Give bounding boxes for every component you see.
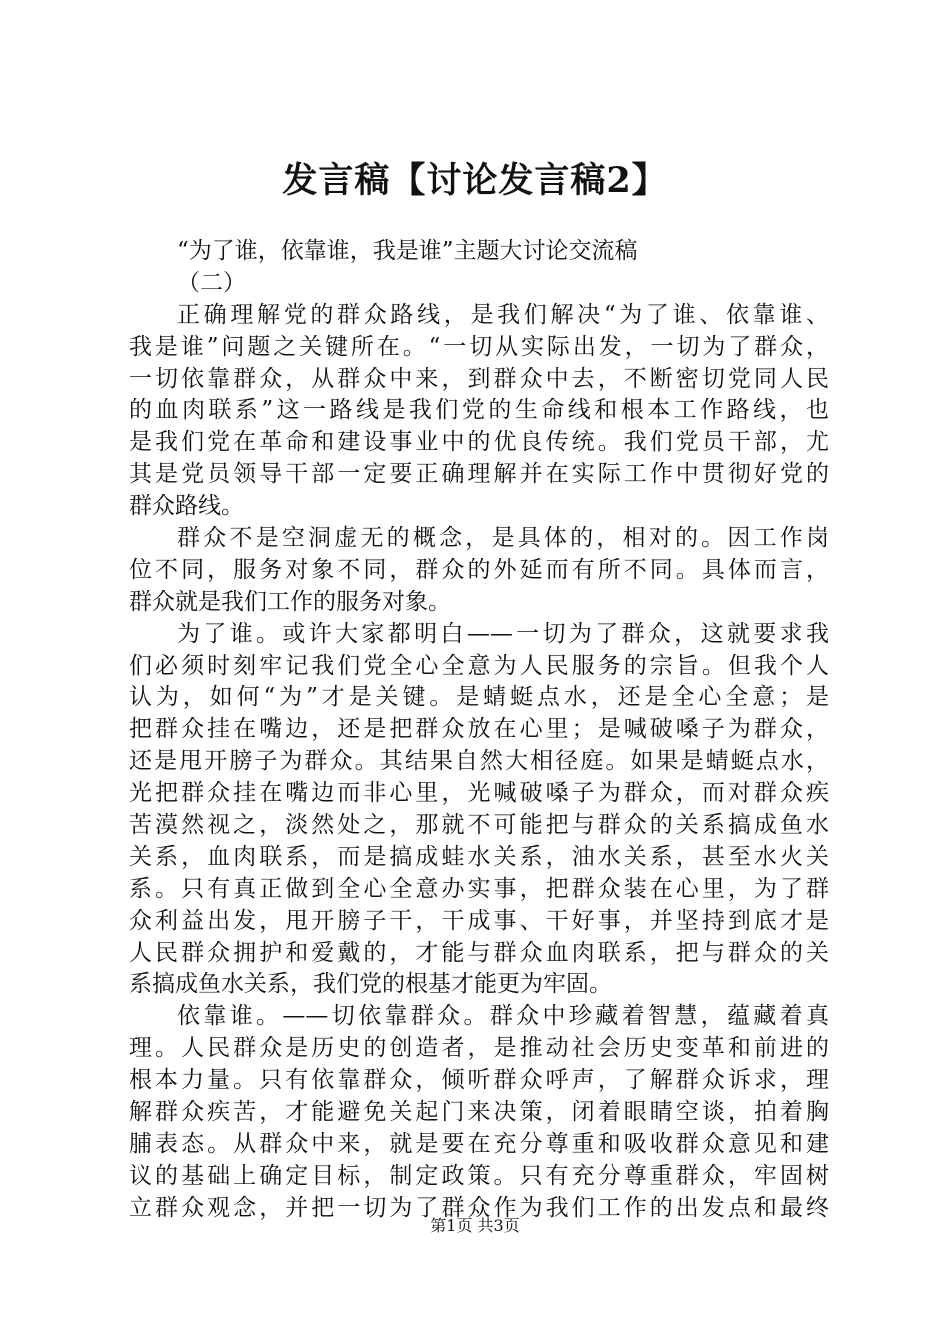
- body-line: 是我们党在革命和建设事业中的优良传统。我们党员干部，尤: [129, 429, 829, 456]
- body-line: 根本力量。只有依靠群众，倾听群众呼声，了解群众诉求，理: [129, 1067, 829, 1094]
- body-line: 群众就是我们工作的服务对象。: [129, 588, 451, 615]
- body-line: 理。人民群众是历史的创造者，是推动社会历史变革和前进的: [129, 1035, 829, 1062]
- body-line: 为了谁。或许大家都明白——一切为了群众，这就要求我: [177, 620, 829, 647]
- body-line: 系搞成鱼水关系，我们党的根基才能更为牢固。: [129, 971, 612, 998]
- body-line: 众利益出发，甩开膀子干，干成事、干好事，并坚持到底才是: [129, 907, 829, 934]
- page-footer: 第1页 共3页: [430, 1216, 520, 1235]
- body-line: 群众不是空洞虚无的概念，是具体的，相对的。因工作岗: [177, 525, 829, 552]
- body-line: 关系，血肉联系，而是搞成蛙水关系，油水关系，甚至水火关: [129, 843, 829, 870]
- subtitle-line: “为了谁，依靠谁，我是谁”主题大讨论交流稿: [177, 238, 638, 264]
- body-line: 群众路线。: [129, 493, 244, 520]
- body-line: 其是党员领导干部一定要正确理解并在实际工作中贯彻好党的: [129, 461, 829, 488]
- body-line: 脯表态。从群众中来，就是要在充分尊重和吸收群众意见和建: [129, 1130, 829, 1157]
- body-line: 我是谁”问题之关键所在。“一切从实际出发，一切为了群众，: [129, 333, 829, 360]
- body-line: 苦漠然视之，淡然处之，那就不可能把与群众的关系搞成鱼水: [129, 812, 829, 839]
- body-line: 光把群众挂在嘴边而非心里，光喊破嗓子为群众，而对群众疾: [129, 780, 829, 807]
- body-line: 正确理解党的群众路线，是我们解决“为了谁、依靠谁、: [177, 301, 829, 328]
- document-title: 发言稿【讨论发言稿2】: [282, 160, 668, 201]
- body-line: 依靠谁。——切依靠群众。群众中珍藏着智慧，蕴藏着真: [177, 1003, 829, 1030]
- body-line: 把群众挂在嘴边，还是把群众放在心里；是喊破嗓子为群众，: [129, 716, 829, 743]
- body-line: 立群众观念，并把一切为了群众作为我们工作的出发点和最终: [129, 1194, 829, 1221]
- body-line: 们必须时刻牢记我们党全心全意为人民服务的宗旨。但我个人: [129, 652, 829, 679]
- body-line: 解群众疾苦，才能避免关起门来决策，闭着眼睛空谈，拍着胸: [129, 1099, 829, 1126]
- body-line: 系。只有真正做到全心全意办实事，把群众装在心里，为了群: [129, 875, 829, 902]
- body-line: 人民群众拥护和爱戴的，才能与群众血肉联系，把与群众的关: [129, 939, 829, 966]
- body-line: 位不同，服务对象不同，群众的外延而有所不同。具体而言，: [129, 556, 829, 583]
- body-line: 议的基础上确定目标，制定政策。只有充分尊重群众，牢固树: [129, 1162, 829, 1189]
- subtitle-line: （二）: [177, 269, 246, 296]
- body-line: 还是甩开膀子为群众。其结果自然大相径庭。如果是蜻蜓点水，: [129, 748, 829, 775]
- document-body: [129, 236, 829, 1225]
- body-line: 认为，如何“为”才是关键。是蜻蜓点水，还是全心全意；是: [129, 684, 829, 711]
- body-line: 一切依靠群众，从群众中来，到群众中去，不断密切党同人民: [129, 365, 829, 392]
- body-line: 的血肉联系”这一路线是我们党的生命线和根本工作路线，也: [129, 397, 829, 424]
